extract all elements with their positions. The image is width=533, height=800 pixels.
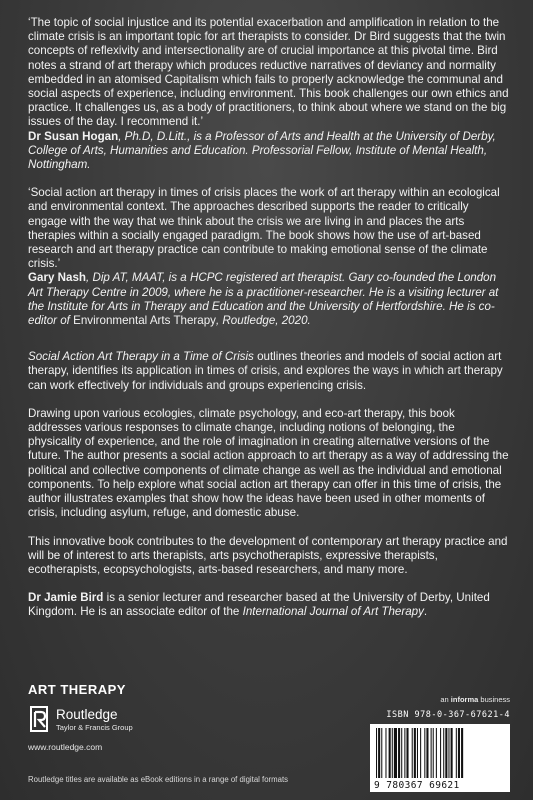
barcode-bar <box>378 728 380 778</box>
barcode-bar <box>414 728 416 778</box>
publisher-group: Taylor & Francis Group <box>56 723 133 732</box>
barcode-bar <box>401 728 402 778</box>
barcode-bar <box>406 728 408 778</box>
endorsement-attribution <box>28 271 510 328</box>
endorser-description: , Ph.D, D.Litt., is a Professor of Arts and Health at the University of Derby, College of Arts, Humanities and Education. Professorial Fellow, Institute of Mental Health, Nottingham. <box>28 129 496 172</box>
barcode-bar <box>392 728 393 778</box>
barcode-bar <box>376 728 377 778</box>
publisher-website: www.routledge.com <box>28 742 103 752</box>
barcode-bar <box>456 728 457 778</box>
endorsement-nash <box>28 186 510 328</box>
barcode-bar <box>424 728 425 778</box>
endorsement-hogan <box>28 16 510 172</box>
barcode-bar <box>461 728 463 778</box>
barcode-bar <box>431 728 432 778</box>
barcode <box>370 724 510 792</box>
endorsement-attribution <box>28 130 510 173</box>
barcode-bar <box>458 728 460 778</box>
series-label: ART THERAPY <box>28 682 126 697</box>
back-cover-text <box>28 16 510 634</box>
blurb-paragraph-3: This innovative book contributes to the development of contemporary art therapy practice and will be of interest to arts therapists, arts psychotherapists, expressive therapists, ecotherapists, ecopsychologists, arts-based researchers, and many more. <box>28 534 508 576</box>
barcode-bar <box>394 728 397 778</box>
journal-title: International Journal of Art Therapy <box>242 605 424 619</box>
barcode-bar <box>445 728 447 778</box>
barcode-bar <box>443 728 444 778</box>
barcode-bar <box>433 728 434 778</box>
isbn-label: ISBN 978-0-367-67621-4 <box>386 710 510 720</box>
author-bio-text: is a senior lecturer and researcher based at the University of Derby, United Kingdom. He is an associate editor of the <box>28 591 490 619</box>
barcode-bar <box>440 728 441 778</box>
barcode-bar <box>385 728 386 778</box>
blurb-paragraph-2: Drawing upon various ecologies, climate psychology, and eco-art therapy, this book addresses various responses to climate change, including notions of belonging, the physicality of experience, and the role of imagination in creating alternative versions of the future. The author presents a social action approach to art therapy as a way of addressing the political and collective components of climate change as well as the individual and emotional components. To help explore what social action art therapy can offer in this time of crisis, the author illustrates examples that show how the ideas have been used in other moments of crisis, including asylum, refuge, and domestic abuse. <box>28 406 509 520</box>
cover-footer <box>28 680 510 790</box>
ebook-note: Routledge titles are available as eBook editions in a range of digital formats <box>28 775 289 784</box>
publisher-name: Routledge <box>56 707 118 722</box>
barcode-bar <box>436 728 437 778</box>
author-bio <box>28 591 510 619</box>
author-bio-end: . <box>423 605 428 619</box>
informa-business-label: an informa business <box>440 695 510 704</box>
endorser-name: Dr Susan Hogan <box>28 129 119 143</box>
barcode-digits: 9 780367 69621 <box>374 780 460 791</box>
barcode-bar <box>381 728 382 778</box>
endorser-name: Gary Nash <box>28 271 86 285</box>
endorser-description: , Dip AT, MAAT, is a HCPC registered art therapist. Gary co-founded the London Art Therapy Centre in 2009, where he is a practitioner-researcher. He is a visiting lecturer at the Institute for Arts in Therapy and Education and the University of Hertfordshire. He is co-editor of <box>28 271 499 328</box>
barcode-bar <box>448 728 449 778</box>
barcode-bar <box>420 728 421 778</box>
barcode-bar <box>417 728 418 778</box>
barcode-bar <box>412 728 413 778</box>
book-title: Social Action Art Therapy in a Time of Crisis <box>28 350 254 364</box>
barcode-bar <box>389 728 391 778</box>
routledge-logo-icon <box>28 706 50 732</box>
barcode-icon <box>370 724 510 780</box>
barcode-bar <box>451 728 453 778</box>
blurb-paragraph-1 <box>28 350 510 393</box>
endorsement-quote: ‘Social action art therapy in times of crisis places the work of art therapy within an ecological and environmental context. The approaches described supports the reader to critically engage with the way that we think about the crisis we are living in and places the arts therapies within a socially engaged paradigm. The book shows how the use of art-based research and art therapy practice can contribute to making emotional sense of the climate crisis.’ <box>28 186 500 271</box>
endorser-description-end: , Routledge, 2020. <box>215 314 311 328</box>
endorser-book-title: Environmental Arts Therapy <box>73 314 216 328</box>
endorsement-quote: ‘The topic of social injustice and its potential exacerbation and amplification in relation to the climate crisis is an important topic for art therapists to consider. Dr Bird suggests that the twin concepts of reflexivity and intersectionality are of crucial importance at this pivotal time. Bird notes a strand of art therapy which produces reductive narratives of deviancy and normality embedded in an atomised Capitalism which fails to properly acknowledge the communal and social aspects of experience, including environment. This book challenges our own ethics and practice. It challenges us, as a body of practitioners, to think about where we stand on the big issues of the day. I recommend it.’ <box>28 16 509 129</box>
blurb-text: outlines theories and models of social action art therapy, identifies its application in times of crisis, and explores the ways in which art therapy can work effectively for individuals and groups experiencing crisis. <box>28 350 503 392</box>
barcode-bar <box>404 728 405 778</box>
publisher-logo <box>28 706 158 732</box>
barcode-bar <box>398 728 400 778</box>
barcode-bar <box>426 728 428 778</box>
author-name: Dr Jamie Bird <box>28 591 104 605</box>
